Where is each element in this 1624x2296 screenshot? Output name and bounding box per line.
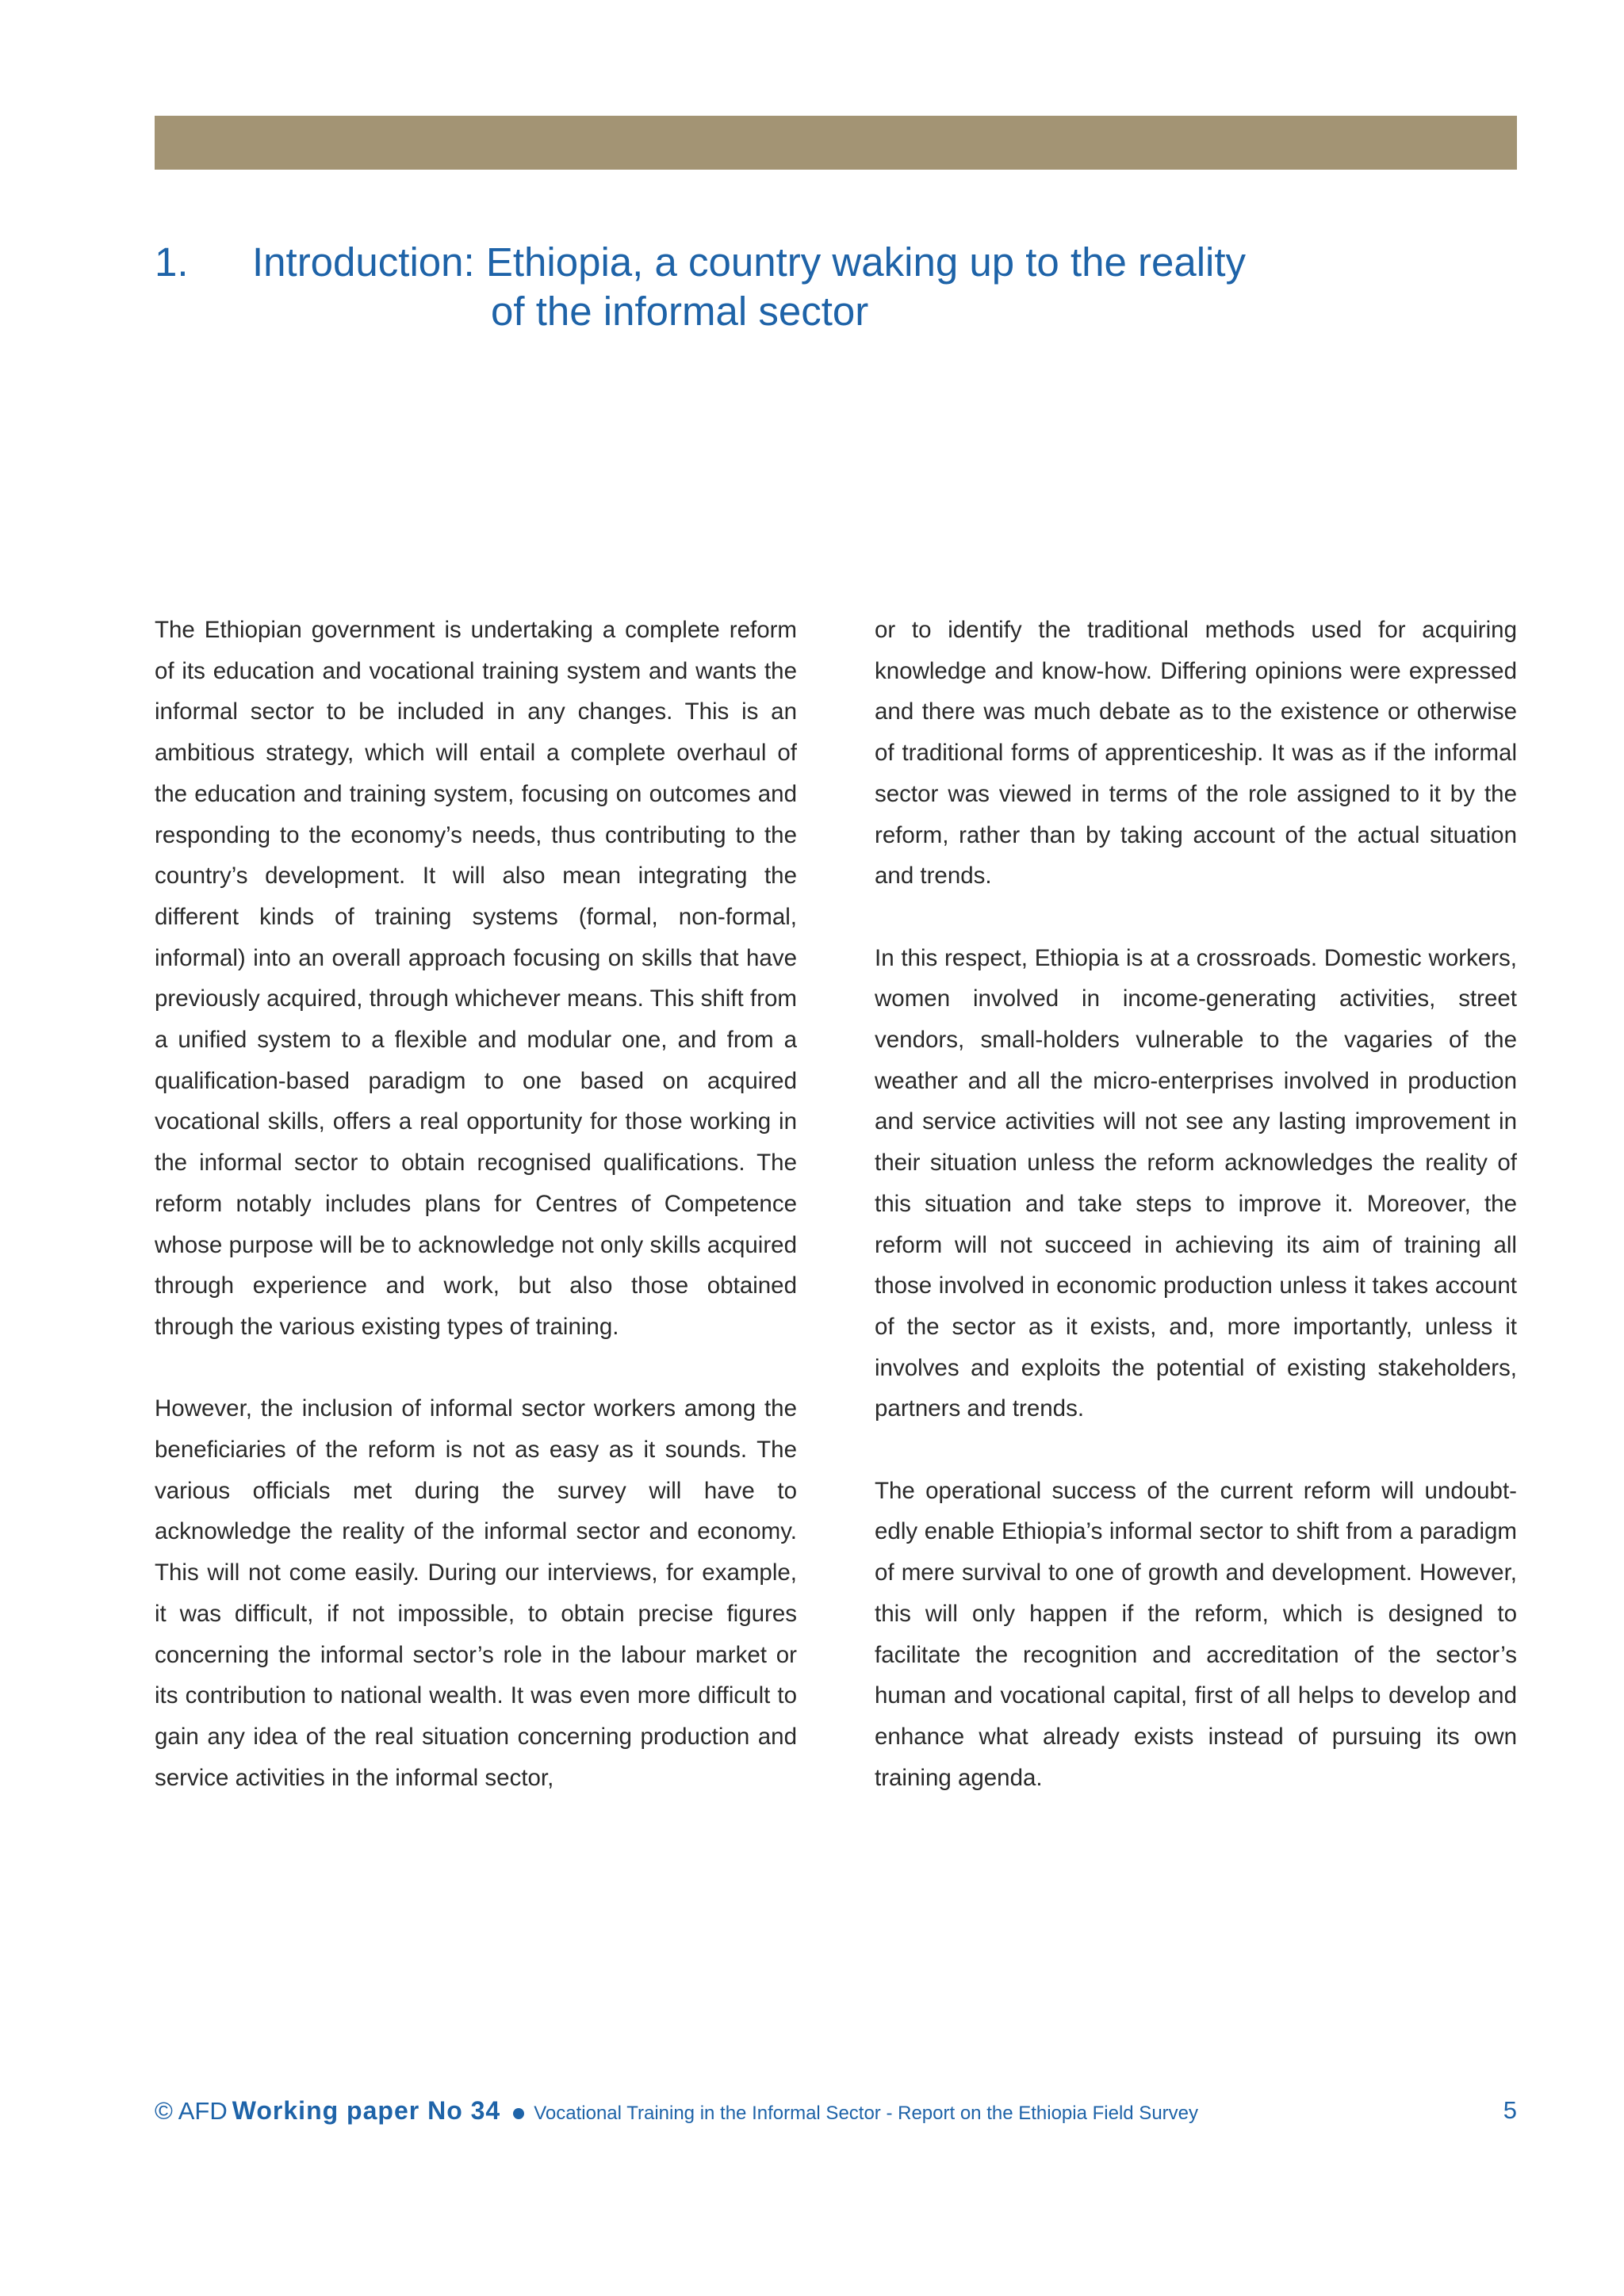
page-footer bbox=[155, 2096, 1517, 2131]
bullet-icon bbox=[513, 2108, 524, 2119]
footer-subtitle: Vocational Training in the Informal Sector - Report on the Ethiopia Field Survey bbox=[534, 2103, 1199, 2124]
right-column bbox=[875, 610, 1517, 1798]
footer-copyright: © AFD bbox=[155, 2097, 228, 2125]
header-band bbox=[155, 116, 1517, 170]
paragraph: In this respect, Ethiopia is at a crossroads. Domestic workers, women involved in income-generating activities, street vendors, small-holders vulnerable to the vagaries of the weather and all the micro-enterprises involved in production and service activities will not see any lasting improvement in their situation unless the reform acknowledges the reality of this situation and take steps to improve it. Moreover, the reform will not succeed in achieving its aim of training all those involved in economic production unless it takes account of the sector as it exists, and, more importantly, unless it involves and exploits the potential of existing stakeholders, partners and trends. bbox=[875, 944, 1517, 1422]
paragraph: The operational success of the current reform will undoubtedly enable Ethiopia’s informal sector to shift from a paradigm of mere survival to one of growth and development. However, this will only happen if the reform, which is designed to facilitate the recognition and accreditation of the sector’s human and vocational capital, first of all helps to develop and enhance what already exists instead of pursuing its own training agenda. bbox=[875, 1477, 1517, 1791]
paragraph: or to identify the traditional methods used for acquiring knowledge and know-how. Differing opinions were expressed and there was much debate as to the existence or otherwise of traditional forms of apprenticeship. It was as if the informal sector was viewed in terms of the role assigned to it by the reform, rather than by taking account of the actual situation and trends. bbox=[875, 617, 1517, 890]
paragraph: However, the inclusion of informal sector workers among the beneficiaries of the reform is not as easy as it sounds. The various officials met during the survey will have to acknowledge the reality of the informal sector and economy. This will not come easily. During our interviews, for example, it was difficult, if not impossible, to obtain precise figures concerning the informal sector’s role in the labour market or its contribution to national wealth. It was even more difficult to gain any idea of the real situation concerning production and service activities in the informal sector, bbox=[155, 1395, 797, 1791]
section-title-line2: of the informal sector bbox=[491, 289, 869, 334]
left-column bbox=[155, 610, 797, 1798]
paragraph: The Ethiopian government is undertaking a complete reform of its education and vocational training system and wants the informal sector to be included in any changes. This is an ambitious strategy, which will entail a complete overhaul of the education and training system, focusing on outcomes and responding to the economy’s needs, thus contributing to the country’s development. It will also mean integrating the different kinds of training systems (formal, non-formal, informal) into an overall approach focusing on skills that have previously acquired, through whichever means. This shift from a unified system to a flexible and modular one, and from a qualification-based paradigm to one based on acquired vocational skills, offers a real opportunity for those working in the informal sector to obtain recognised qualifications. The reform notably includes plans for Centres of Competence whose purpose will be to acknowledge not only skills acquired through experience and work, but also those obtained through the various existing types of training. bbox=[155, 617, 797, 1340]
section-title-line1: Introduction: Ethiopia, a country waking up to the reality bbox=[252, 239, 1247, 285]
page-number: 5 bbox=[1503, 2096, 1517, 2124]
section-number: 1. bbox=[155, 239, 189, 285]
footer-series: Working paper No 34 bbox=[232, 2096, 501, 2125]
